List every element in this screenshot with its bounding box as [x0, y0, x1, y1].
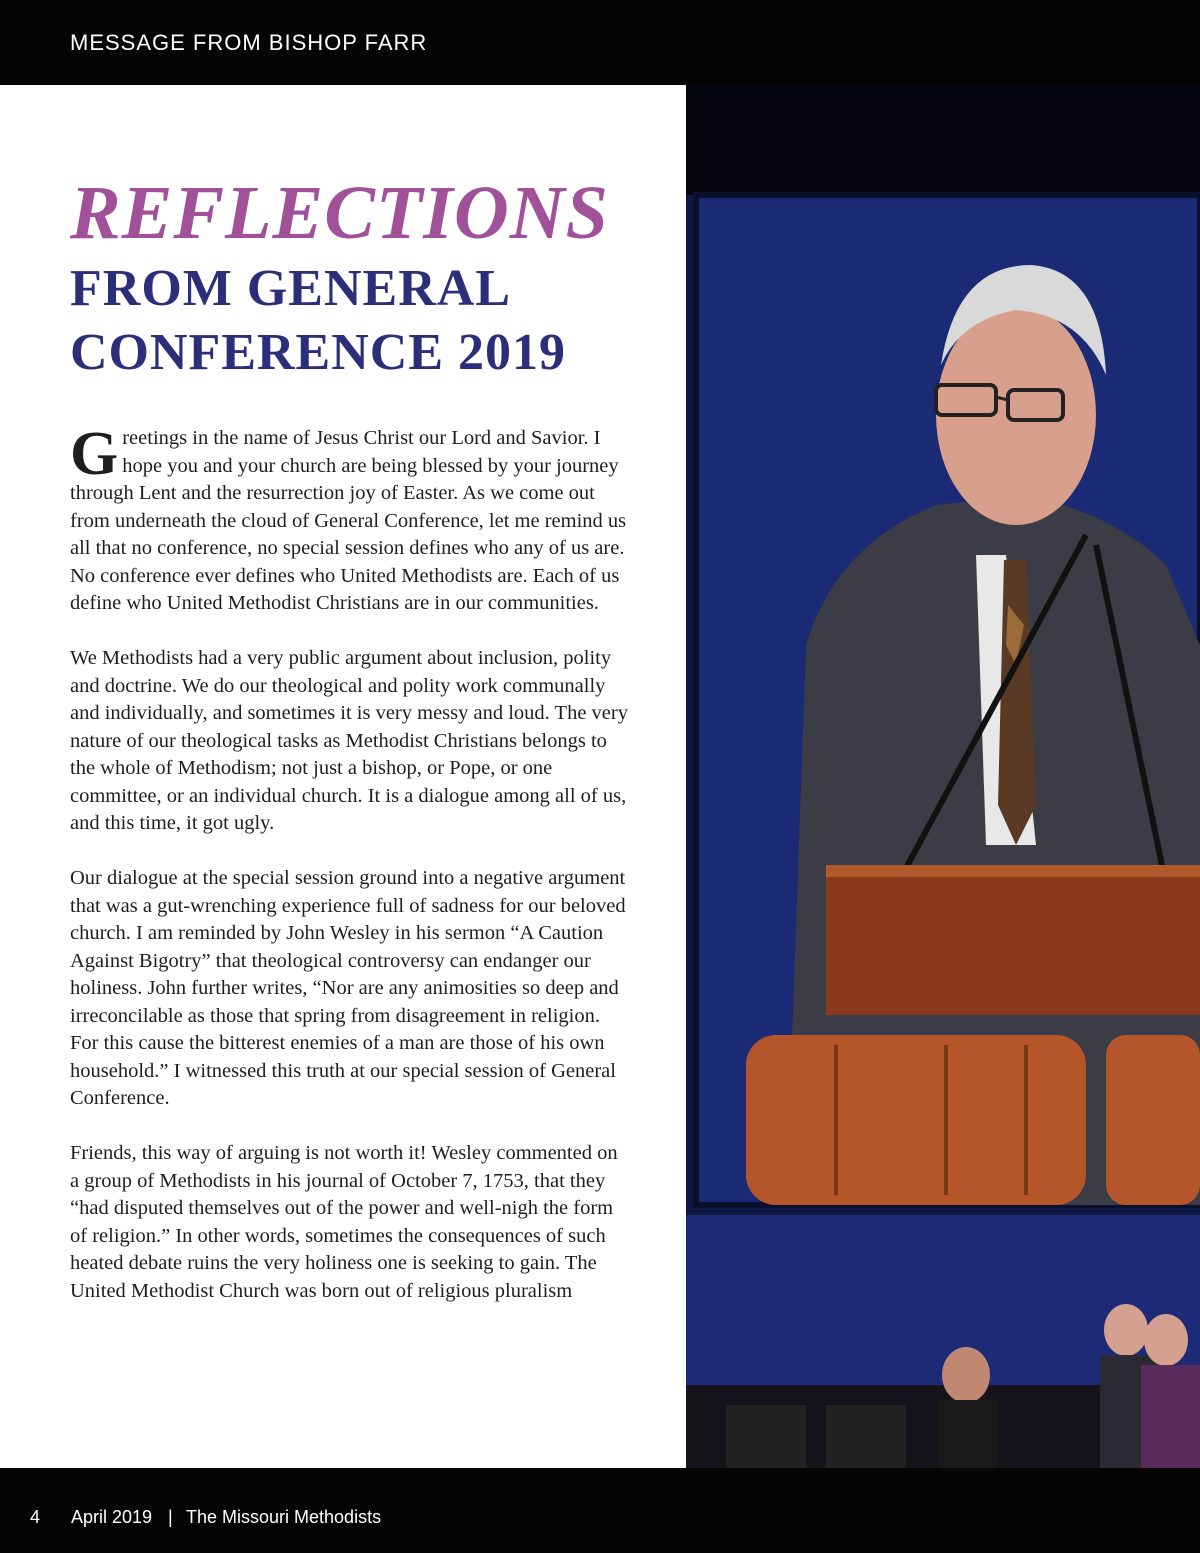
- issue-date: April 2019: [71, 1507, 153, 1527]
- publication-name: The Missouri Methodists: [186, 1507, 382, 1527]
- paragraph-2: We Methodists had a very public argument about inclusion, polity and doctrine. We do our theological and polity work communally and individually, and sometimes it is very messy and loud. The very nature of our theological tasks as Methodist Christians belongs to the whole of Methodism; not just a bishop, or Pope, or one committee, or an individual church. It is a dialogue among all of us, and this time, it got ugly.: [70, 647, 628, 834]
- paragraph-4: Friends, this way of arguing is not worth it! Wesley commented on a group of Methodists in his journal of October 7, 1753, that they “had disputed themselves out of the power and well-nigh the form of religion.” In other words, sometimes the consequences of such heated debate ruins the very holiness one is seeking to gain. The United Methodist Church was born out of religious pluralism: [70, 1142, 618, 1302]
- top-banner: [0, 0, 1200, 85]
- paragraph-3: Our dialogue at the special session ground into a negative argument that was a gut-wrenching experience full of sadness for our beloved church. I am reminded by John Wesley in his sermon “A Caution Against Bigotry” that theological controversy can endanger our holiness. John further writes, “Nor are any animosities so deep and irreconcilable as those that spring from disagreement in religion. For this cause the bitterest enemies of a man are those of his own household.” I witnessed this truth at our special session of General Conference.: [70, 867, 626, 1109]
- body-copy: [70, 420, 630, 1333]
- article-column: [0, 85, 686, 1468]
- drop-cap: G: [70, 420, 119, 488]
- footer-separator: |: [168, 1507, 173, 1527]
- headline-kicker: REFLECTIONS: [70, 171, 609, 255]
- page-number: 4: [30, 1507, 41, 1527]
- paragraph-1: [70, 420, 630, 618]
- headline-subhead-line1: FROM GENERAL: [70, 260, 511, 317]
- headline: [70, 173, 670, 385]
- section-label: MESSAGE FROM BISHOP FARR: [70, 30, 428, 55]
- footer: [0, 1468, 1200, 1553]
- conference-photo: [686, 85, 1200, 1468]
- headline-subhead-line2: CONFERENCE 2019: [70, 324, 567, 381]
- photo-illustration: [686, 85, 1200, 1468]
- paragraph-1-text: reetings in the name of Jesus Christ our Lord and Savior. I hope you and your church are being blessed by your journey through Lent and the resurrection joy of Easter. As we come out from underneath the cloud of General Conference, let me remind us all that no conference, no special session defines who any of us are. No conference ever defines who United Methodists are. Each of us define who United Methodist Christians are in our communities.: [70, 427, 627, 614]
